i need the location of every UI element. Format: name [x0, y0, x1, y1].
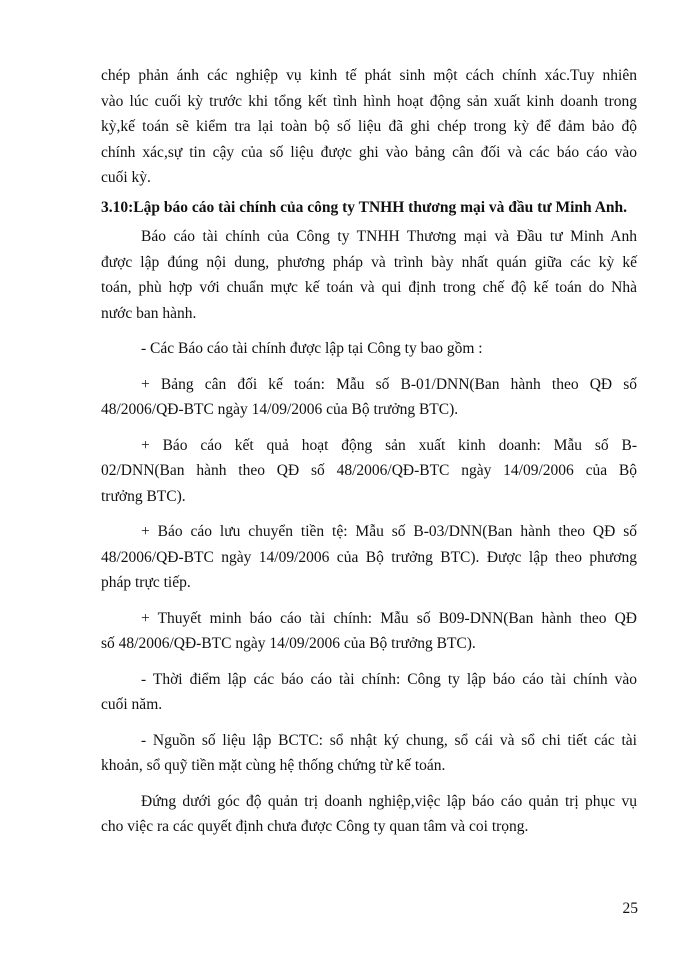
text-line: + Báo cáo lưu chuyển tiền tệ: Mẫu số B-03/DNN(Ban hành theo QĐ số: [141, 523, 637, 540]
paragraph-closing-entries: [101, 63, 637, 191]
text-line: 48/2006/QĐ-BTC ngày 14/09/2006 của Bộ trưởng BTC). Được lập theo phương: [101, 548, 637, 566]
section-heading: 3.10:Lập báo cáo tài chính của công ty TNHH thương mại và đầu tư Minh Anh.: [101, 198, 628, 216]
reports-intro: - Các Báo cáo tài chính được lập tại Công ty bao gồm :: [141, 340, 483, 357]
text-line: vào lúc cuối kỳ trước khi tổng kết tình hình hoạt động sản xuất kinh doanh trong: [101, 92, 637, 110]
text-line: kỳ,kế toán sẽ kiểm tra lại toàn bộ số liệu đã ghi chép trong kỳ để đảm bảo độ: [101, 118, 637, 135]
text-line: được lập đúng nội dung, phương pháp và trình bày nhất quán giữa các kỳ kế: [101, 253, 637, 271]
text-line: + Thuyết minh báo cáo tài chính: Mẫu số B09-DNN(Ban hành theo QĐ: [141, 609, 637, 627]
text-line: khoản, sổ quỹ tiền mặt cùng hệ thống chứng từ kế toán.: [101, 757, 446, 774]
text-line: 48/2006/QĐ-BTC ngày 14/09/2006 của Bộ trưởng BTC).: [101, 401, 459, 418]
text-line: chép phản ánh các nghiệp vụ kinh tế phát sinh một cách chính xác.Tuy nhiên: [101, 67, 637, 84]
text-line: cuối kỳ.: [101, 169, 151, 186]
text-line: - Nguồn số liệu lập BCTC: sổ nhật ký chung, sổ cái và sổ chi tiết các tài: [141, 731, 637, 749]
text-line: toán, phù hợp với chuẩn mực kế toán và qui định trong chế độ kế toán do Nhà: [101, 279, 637, 296]
report-item-balance-sheet: [101, 372, 637, 423]
text-line: cuối năm.: [101, 696, 163, 713]
text-line: Báo cáo tài chính của Công ty TNHH Thương mại và Đầu tư Minh Anh: [141, 228, 637, 245]
text-line: trưởng BTC).: [101, 487, 186, 505]
text-line: + Báo cáo kết quả hoạt động sản xuất kinh doanh: Mẫu số B-: [141, 436, 637, 454]
text-line: chính xác,sự tin cậy của số liệu được ghi vào bảng cân đối và các báo cáo vào: [101, 143, 637, 161]
text-line: + Bảng cân đối kế toán: Mẫu số B-01/DNN(Ban hành theo QĐ số: [141, 375, 637, 393]
text-line: Đứng dưới góc độ quản trị doanh nghiệp,việc lập báo cáo quản trị phục vụ: [141, 792, 637, 810]
text-line: pháp trực tiếp.: [101, 574, 191, 591]
text-line: cho việc ra các quyết định chưa được Công ty quan tâm và coi trọng.: [101, 818, 529, 835]
paragraph-timing: [101, 667, 637, 718]
page-content: [101, 63, 637, 840]
page-number: 25: [622, 900, 638, 917]
report-item-notes: [101, 606, 637, 657]
text-line: số 48/2006/QĐ-BTC ngày 14/09/2006 của Bộ trưởng BTC).: [101, 635, 476, 652]
paragraph-financial-statements: [101, 224, 637, 326]
paragraph-management-reports: [101, 789, 637, 840]
text-line: - Thời điểm lập các báo cáo tài chính: Công ty lập báo cáo tài chính vào: [141, 670, 637, 688]
paragraph-data-sources: [101, 728, 637, 779]
text-line: 02/DNN(Ban hành theo QĐ số 48/2006/QĐ-BTC ngày 14/09/2006 của Bộ: [101, 462, 637, 479]
report-item-income-statement: [101, 433, 637, 510]
report-item-cash-flow: [101, 519, 637, 596]
text-line: nước ban hành.: [101, 304, 197, 322]
